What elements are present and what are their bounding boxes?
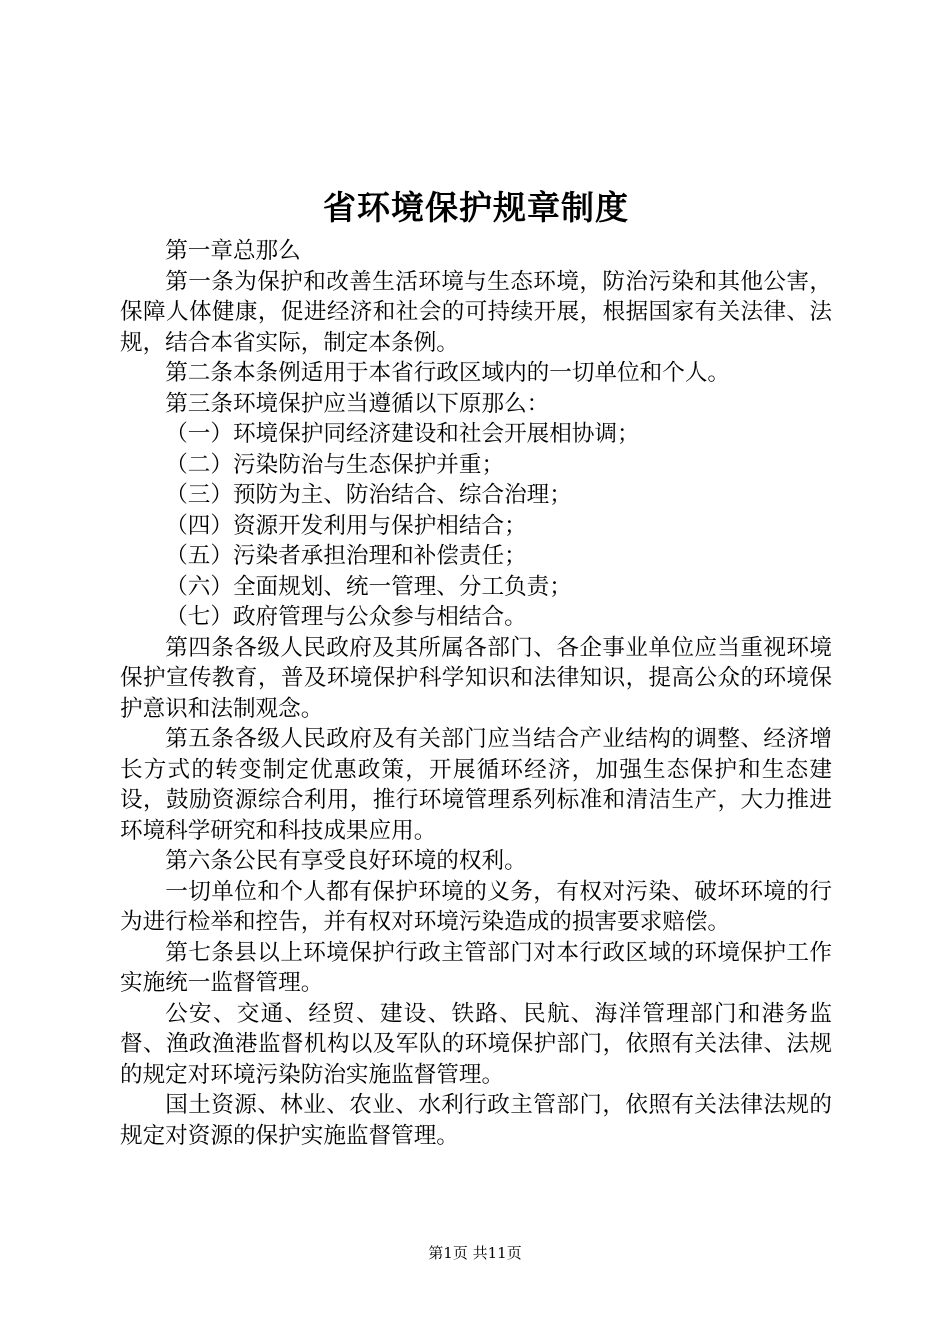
paragraph: 第一章总那么 xyxy=(165,238,301,264)
paragraph: 第五条各级人民政府及有关部门应当结合产业结构的调整、经济增长方式的转变制定优惠政策，开展循环经济，加强生态保护和生态建设，鼓励资源综合利用，推行环境管理系列标准和清洁生产，大力推进环境科学研究和科技成果应用。 xyxy=(120,726,832,844)
paragraph: （三）预防为主、防治结合、综合治理； xyxy=(165,482,572,508)
paragraph: （一）环境保护同经济建设和社会开展相协调； xyxy=(165,421,640,447)
paragraph: 第六条公民有享受良好环境的权利。 xyxy=(165,848,527,874)
document-body xyxy=(120,236,832,1151)
paragraph: （七）政府管理与公众参与相结合。 xyxy=(165,604,527,630)
paragraph: （二）污染防治与生态保护并重； xyxy=(165,451,505,478)
page-footer: 第1页 共11页 xyxy=(428,1244,522,1262)
paragraph: 公安、交通、经贸、建设、铁路、民航、海洋管理部门和港务监督、渔政渔港监督机构以及军队的环境保护部门，依照有关法律、法规的规定对环境污染防治实施监督管理。 xyxy=(120,1000,832,1088)
document-page xyxy=(120,180,832,1151)
paragraph: 第七条县以上环境保护行政主管部门对本行政区域的环境保护工作实施统一监督管理。 xyxy=(120,939,832,996)
paragraph: 第二条本条例适用于本省行政区域内的一切单位和个人。 xyxy=(165,360,731,386)
document-title: 省环境保护规章制度 xyxy=(323,188,629,227)
paragraph: 一切单位和个人都有保护环境的义务，有权对污染、破坏环境的行为进行检举和控告，并有权对环境污染造成的损害要求赔偿。 xyxy=(120,878,832,935)
paragraph: （四）资源开发利用与保护相结合； xyxy=(165,512,527,539)
paragraph: （六）全面规划、统一管理、分工负责； xyxy=(165,573,572,600)
paragraph: 国土资源、林业、农业、水利行政主管部门，依照有关法律法规的规定对资源的保护实施监督管理。 xyxy=(120,1092,832,1149)
paragraph: （五）污染者承担治理和补偿责任； xyxy=(165,543,527,569)
paragraph: 第四条各级人民政府及其所属各部门、各企事业单位应当重视环境保护宣传教育，普及环境保护科学知识和法律知识，提高公众的环境保护意识和法制观念。 xyxy=(120,634,832,722)
paragraph: 第三条环境保护应当遵循以下原那么： xyxy=(165,390,550,417)
paragraph: 第一条为保护和改善生活环境与生态环境，防治污染和其他公害，保障人体健康，促进经济和社会的可持续开展，根据国家有关法律、法规，结合本省实际，制定本条例。 xyxy=(120,268,832,356)
